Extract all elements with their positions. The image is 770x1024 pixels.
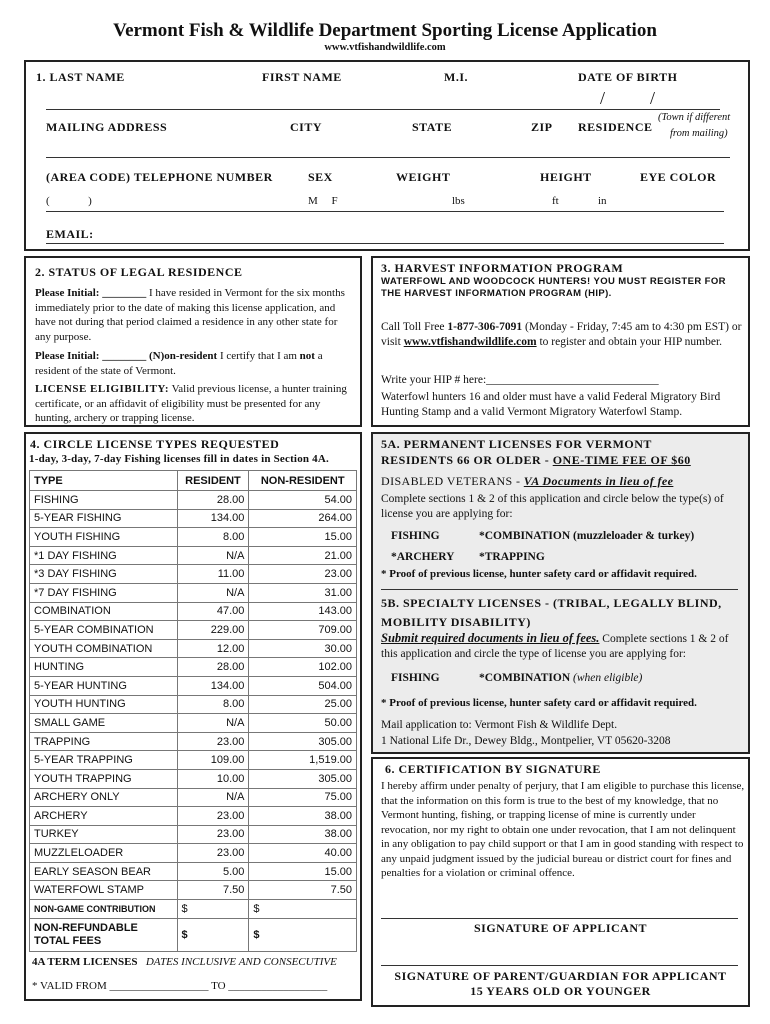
resident-fee-cell: 109.00 (177, 751, 249, 770)
nonresident-fee-cell: 305.00 (249, 732, 357, 751)
nonresident-fee-cell: 38.00 (249, 807, 357, 826)
resident-fee-cell: N/A (177, 546, 249, 565)
license-type-cell: SMALL GAME (30, 714, 178, 733)
section-4-license-types (24, 432, 362, 1001)
section-2-legal-residence (24, 256, 362, 427)
license-type-cell: YOUTH COMBINATION (30, 639, 178, 658)
section-4-subheading: 1-day, 3-day, 7-day Fishing licenses fill in dates in Section 4A. (29, 453, 329, 465)
license-row[interactable] (30, 509, 357, 528)
resident-fee-cell: 23.00 (177, 807, 249, 826)
license-type-cell: MUZZLELOADER (30, 844, 178, 863)
hip-call-instructions: Call Toll Free 1-877-306-7091 (Monday - Friday, 7:45 am to 4:30 pm EST) or visit www.vtfishandwildlife.com to register and obtain your HIP number. (381, 321, 742, 348)
section-5b-heading: 5B. SPECIALTY LICENSES - (TRIBAL, LEGALLY BLIND, MOBILITY DISABILITY) (381, 596, 722, 629)
nonresident-fee-cell: 15.00 (249, 528, 357, 547)
nonresident-fee-cell: 30.00 (249, 639, 357, 658)
license-type-cell: 5-YEAR FISHING (30, 509, 178, 528)
zip-label: ZIP (531, 120, 553, 134)
resident-fee-cell: N/A (177, 788, 249, 807)
nonresident-fee-cell: 31.00 (249, 583, 357, 602)
certification-text: I hereby affirm under penalty of perjury, that I am eligible to purchase this license, that the information on this form is true to the best of my knowledge, that no Vermont hunting, fishing, or trapping license of mine is currently under revocation, nor my right to obtain one under revocation, that I am not delinquent in any obligation to pay child support or that I am in good standing with respect to any unpaid judgment issued by the judicial bureau or district court for fines and penalties for a violation or criminal offence. (381, 780, 745, 879)
section-5-permanent-specialty (371, 432, 750, 754)
license-row[interactable] (30, 565, 357, 584)
license-type-cell: YOUTH FISHING (30, 528, 178, 547)
license-row[interactable] (30, 602, 357, 621)
email-label: EMAIL: (46, 227, 94, 241)
resident-fee-cell: 7.50 (177, 881, 249, 900)
sex-options[interactable]: M F (308, 195, 338, 207)
ft-unit: ft (552, 195, 559, 207)
column-header-type: TYPE (30, 471, 178, 491)
license-row[interactable] (30, 491, 357, 510)
license-row[interactable] (30, 751, 357, 770)
height-label: HEIGHT (540, 170, 592, 184)
nonresident-fee-cell: 709.00 (249, 621, 357, 640)
section-3-heading: 3. HARVEST INFORMATION PROGRAM (381, 261, 624, 275)
disabled-veterans: DISABLED VETERANS - VA Documents in lieu of fee (381, 474, 674, 488)
license-row[interactable] (30, 862, 357, 881)
5a-proof-note: * Proof of previous license, hunter safety card or affidavit required. (381, 568, 697, 580)
column-header-resident: RESIDENT (177, 471, 249, 491)
5a-option-archery[interactable]: *ARCHERY (391, 551, 455, 563)
phone-label: (AREA CODE) TELEPHONE NUMBER (46, 170, 273, 184)
5b-option-fishing[interactable]: FISHING (391, 672, 440, 684)
resident-fee-cell: 8.00 (177, 695, 249, 714)
resident-fee-cell: 10.00 (177, 769, 249, 788)
resident-fee-cell: 23.00 (177, 844, 249, 863)
address-input-line[interactable] (46, 157, 730, 158)
resident-fee-cell: 23.00 (177, 732, 249, 751)
nonresident-fee-cell: 504.00 (249, 676, 357, 695)
license-row[interactable] (30, 658, 357, 677)
license-row[interactable] (30, 825, 357, 844)
mi-label: M.I. (444, 70, 468, 84)
5a-option-combination[interactable]: *COMBINATION (muzzleloader & turkey) (479, 530, 695, 542)
nonresident-fee-cell: 54.00 (249, 491, 357, 510)
applicant-signature-line[interactable] (381, 918, 738, 919)
section-2-heading: 2. STATUS OF LEGAL RESIDENCE (35, 265, 243, 279)
residence-note-2: from mailing) (670, 128, 728, 139)
license-eligibility: LICENSE ELIGIBILITY: Valid previous license, a hunter training certificate, or an affidavit of eligibility must be presented for any hunting, archery or trapping license. (35, 383, 347, 424)
nonresident-fee-cell: 1,519.00 (249, 751, 357, 770)
resident-fee-cell: 28.00 (177, 658, 249, 677)
total-nonresident-amount[interactable]: $ (249, 918, 357, 951)
weight-label: WEIGHT (396, 170, 451, 184)
license-type-cell: 5-YEAR TRAPPING (30, 751, 178, 770)
waterfowl-stamp-note: Waterfowl hunters 16 and older must have a valid Federal Migratory Bird Hunting Stamp and a valid Vermont Migratory Waterfowl Stamp. (381, 391, 721, 418)
sex-label: SEX (308, 170, 333, 184)
license-row[interactable] (30, 769, 357, 788)
license-type-cell: TRAPPING (30, 732, 178, 751)
website-url: www.vtfishandwildlife.com (324, 42, 446, 53)
resident-fee-cell: 12.00 (177, 639, 249, 658)
column-header-nonresident: NON-RESIDENT (249, 471, 357, 491)
dob-label: DATE OF BIRTH (578, 70, 678, 84)
section-1-personal-info (24, 60, 750, 251)
nonresident-fee-cell: 143.00 (249, 602, 357, 621)
section-5a-heading: 5A. PERMANENT LICENSES FOR VERMONT (381, 437, 652, 451)
lbs-unit: lbs (452, 195, 465, 207)
term-licenses: 4A TERM LICENSES DATES INCLUSIVE AND CONSECUTIVE (32, 956, 337, 968)
nongame-nonresident-amount[interactable]: $ (249, 900, 357, 919)
license-row[interactable] (30, 695, 357, 714)
nongame-contribution-label: NON-GAME CONTRIBUTION (30, 900, 178, 919)
in-unit: in (598, 195, 607, 207)
license-row[interactable] (30, 844, 357, 863)
resident-fee-cell: 134.00 (177, 509, 249, 528)
resident-fee-cell: 23.00 (177, 825, 249, 844)
nonresident-fee-cell: 23.00 (249, 565, 357, 584)
resident-fee-cell: 134.00 (177, 676, 249, 695)
nonresident-fee-cell: 21.00 (249, 546, 357, 565)
email-input-line[interactable] (46, 243, 724, 244)
5b-proof-note: * Proof of previous license, hunter safety card or affidavit required. (381, 697, 697, 709)
section-6-certification (371, 757, 750, 1007)
hip-phone[interactable]: 1-877-306-7091 (447, 321, 523, 333)
nonresident-fee-cell: 264.00 (249, 509, 357, 528)
license-type-cell: YOUTH TRAPPING (30, 769, 178, 788)
resident-fee-cell: 28.00 (177, 491, 249, 510)
hip-warning: WATERFOWL AND WOODCOCK HUNTERS! YOU MUST REGISTER FOR THE HARVEST INFORMATION PROGRAM (HIP). (381, 276, 726, 299)
nongame-resident-amount[interactable]: $ (177, 900, 249, 919)
license-row[interactable] (30, 807, 357, 826)
license-row[interactable] (30, 788, 357, 807)
city-label: CITY (290, 120, 323, 134)
5b-option-combination[interactable]: *COMBINATION (when eligible) (479, 672, 643, 684)
section-3-harvest-info (371, 256, 750, 427)
resident-fee-cell: 5.00 (177, 862, 249, 881)
residence-note: (Town if different (658, 112, 731, 123)
resident-fee-cell: N/A (177, 714, 249, 733)
first-name-label: FIRST NAME (262, 70, 342, 84)
dob-slashes: / / (600, 88, 656, 108)
hip-website-link[interactable]: www.vtfishandwildlife.com (403, 336, 537, 348)
applicant-signature-label: SIGNATURE OF APPLICANT (473, 921, 648, 935)
mailing-instructions-2: 1 National Life Dr., Dewey Bldg., Montpelier, VT 05620-3208 (381, 735, 671, 747)
eye-color-label: EYE COLOR (640, 170, 717, 184)
mailing-address-label: MAILING ADDRESS (46, 120, 168, 134)
license-fee-table (29, 470, 357, 952)
valid-dates-field[interactable]: * VALID FROM __________________ TO __________________ (32, 980, 328, 992)
license-row[interactable] (30, 621, 357, 640)
license-type-cell: WATERFOWL STAMP (30, 881, 178, 900)
total-fees-label: NON-REFUNDABLE TOTAL FEES (30, 918, 178, 951)
form-title: Vermont Fish & Wildlife Department Sporting License Application (113, 20, 657, 41)
nonresident-fee-cell: 38.00 (249, 825, 357, 844)
section-5a-subheading: RESIDENTS 66 OR OLDER - ONE-TIME FEE OF $60 (381, 453, 691, 467)
last-name-label: 1. LAST NAME (36, 70, 125, 84)
license-type-cell: *3 DAY FISHING (30, 565, 178, 584)
section-divider (381, 589, 738, 590)
resident-fee-cell: N/A (177, 583, 249, 602)
license-row[interactable] (30, 732, 357, 751)
resident-fee-cell: 8.00 (177, 528, 249, 547)
nonresident-fee-cell: 305.00 (249, 769, 357, 788)
5a-option-fishing[interactable]: FISHING (391, 530, 440, 542)
hip-number-field[interactable]: Write your HIP # here:______________________________ (381, 374, 659, 386)
license-type-cell: TURKEY (30, 825, 178, 844)
license-row[interactable] (30, 546, 357, 565)
license-row[interactable] (30, 714, 357, 733)
nonresident-fee-cell: 102.00 (249, 658, 357, 677)
parent-signature-label-2: 15 YEARS OLD OR YOUNGER (470, 984, 651, 998)
section-5b-instructions: Submit required documents in lieu of fees. Complete sections 1 & 2 of this application and circle the type of license you are applying for: (381, 631, 729, 660)
parent-signature-label-1: SIGNATURE OF PARENT/GUARDIAN FOR APPLICANT (394, 969, 727, 983)
phone-input-line[interactable] (46, 211, 724, 212)
license-type-cell: YOUTH HUNTING (30, 695, 178, 714)
license-type-cell: FISHING (30, 491, 178, 510)
license-type-cell: *1 DAY FISHING (30, 546, 178, 565)
nonresident-fee-cell: 7.50 (249, 881, 357, 900)
state-label: STATE (412, 120, 453, 134)
5a-option-trapping[interactable]: *TRAPPING (479, 551, 545, 563)
resident-fee-cell: 47.00 (177, 602, 249, 621)
nonresident-fee-cell: 15.00 (249, 862, 357, 881)
mailing-instructions-1: Mail application to: Vermont Fish & Wildlife Dept. (381, 719, 618, 731)
nonresident-fee-cell: 50.00 (249, 714, 357, 733)
resident-fee-cell: 11.00 (177, 565, 249, 584)
nonresident-fee-cell: 25.00 (249, 695, 357, 714)
nonresident-statement: Please Initial: ________ (N)on-resident I certify that I am not a resident of the state of Vermont. (35, 350, 323, 377)
license-type-cell: 5-YEAR COMBINATION (30, 621, 178, 640)
resident-fee-cell: 229.00 (177, 621, 249, 640)
residence-label: RESIDENCE (578, 120, 653, 134)
name-input-line[interactable] (46, 109, 720, 110)
license-type-cell: ARCHERY ONLY (30, 788, 178, 807)
license-type-cell: *7 DAY FISHING (30, 583, 178, 602)
total-resident-amount[interactable]: $ (177, 918, 249, 951)
phone-parens: ( ) (46, 195, 92, 207)
license-type-cell: HUNTING (30, 658, 178, 677)
license-row[interactable] (30, 583, 357, 602)
license-row[interactable] (30, 639, 357, 658)
license-type-cell: COMBINATION (30, 602, 178, 621)
license-row[interactable] (30, 676, 357, 695)
license-row[interactable] (30, 528, 357, 547)
section-5a-instructions: Complete sections 1 & 2 of this application and circle below the type(s) of license you are applying for: (381, 493, 724, 520)
residency-statement: Please Initial: ________ I have resided in Vermont for the six months immediately prior to the date of making this license application, and have not during that period claimed a residence in any other state for any purpose. (35, 287, 345, 343)
nonresident-fee-cell: 75.00 (249, 788, 357, 807)
license-row[interactable] (30, 881, 357, 900)
license-type-cell: 5-YEAR HUNTING (30, 676, 178, 695)
section-4-heading: 4. CIRCLE LICENSE TYPES REQUESTED (30, 437, 280, 451)
nonresident-fee-cell: 40.00 (249, 844, 357, 863)
license-type-cell: ARCHERY (30, 807, 178, 826)
section-6-heading: 6. CERTIFICATION BY SIGNATURE (385, 762, 601, 776)
parent-signature-line[interactable] (381, 965, 738, 966)
license-type-cell: EARLY SEASON BEAR (30, 862, 178, 881)
